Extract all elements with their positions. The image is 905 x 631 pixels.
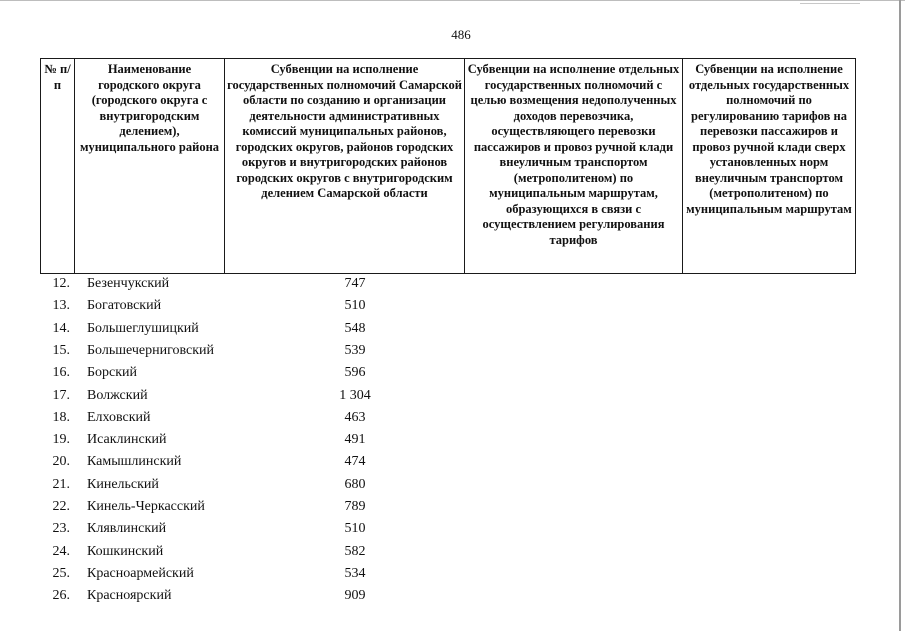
- row-district-name: Большеглушицкий: [87, 320, 199, 336]
- row-district-name: Камышлинский: [87, 454, 182, 470]
- row-number: 26.: [52, 588, 70, 604]
- row-subvention-value: 789: [344, 499, 366, 514]
- row-subvention-value: 548: [344, 320, 366, 336]
- scan-mark: [800, 3, 860, 4]
- header-name: Наименование городского округа (городского округа с внутригородским делением), муниципального района: [75, 59, 225, 274]
- row-subvention-value: 510: [344, 521, 366, 537]
- row-subvention-value: 474: [344, 454, 366, 470]
- row-number: 25.: [52, 565, 70, 581]
- row-district-name: Красноармейский: [87, 565, 194, 581]
- table-header: [40, 58, 856, 274]
- row-subvention-value: 463: [344, 409, 366, 425]
- row-number: 15.: [52, 342, 70, 358]
- row-subvention-value: 534: [344, 565, 366, 581]
- row-number: 16.: [52, 365, 70, 381]
- row-subvention-value: 680: [344, 476, 366, 492]
- row-number: 12.: [52, 276, 70, 291]
- row-district-name: Кинельский: [87, 476, 159, 492]
- row-district-name: Богатовский: [87, 298, 162, 314]
- row-number: 20.: [52, 454, 70, 470]
- row-number: 18.: [52, 409, 70, 425]
- row-subvention-value: 909: [344, 588, 366, 604]
- scan-edge-top: [0, 0, 905, 1]
- row-district-name: Борский: [87, 365, 138, 381]
- row-subvention-value: 510: [344, 298, 366, 314]
- header-tariff-regulation: Субвенции на исполнение отдельных государственных полномочий по регулированию тарифов на перевозки пассажиров и провоз ручной клади сверх установленных норм внеуличным транспортом (метрополитеном) по муниципальным маршрутам: [683, 59, 856, 274]
- header-admin-commissions: Субвенции на исполнение государственных полномочий Самарской области по созданию и организации деятельности административных комиссий муниципальных районов, городских округов, районов городских округов и внутригородских районов городских округов с внутригородским делением Самарской области: [225, 59, 465, 274]
- row-subvention-value: 491: [344, 432, 366, 448]
- row-district-name: Красноярский: [87, 588, 172, 604]
- row-district-name: Кошкинский: [87, 543, 164, 559]
- row-district-name: Большечерниговский: [87, 342, 215, 358]
- row-subvention-value: 582: [344, 543, 366, 559]
- row-number: 23.: [52, 521, 70, 537]
- page-number: 486: [451, 27, 471, 42]
- row-number: 21.: [52, 476, 70, 492]
- row-number: 24.: [52, 543, 70, 559]
- row-number: 17.: [52, 387, 70, 403]
- scan-edge-right: [899, 0, 901, 631]
- row-district-name: Клявлинский: [87, 521, 167, 537]
- row-subvention-value: 1 304: [339, 387, 371, 403]
- row-number: 14.: [52, 320, 70, 336]
- row-district-name: Исаклинский: [87, 432, 167, 448]
- row-district-name: Безенчукский: [87, 276, 170, 291]
- row-district-name: Кинель-Черкасский: [87, 499, 205, 514]
- header-row: [41, 59, 856, 274]
- header-metro-revenue: Субвенции на исполнение отдельных государственных полномочий с целью возмещения недополученных доходов перевозчика, осуществляющего перевозки пассажиров и провоз ручной клади внеуличным транспортом (метрополитеном) по муниципальным маршрутам, образующихся в связи с осуществлением регулирования тарифов: [465, 59, 683, 274]
- row-number: 22.: [52, 499, 70, 514]
- row-number: 19.: [52, 432, 70, 448]
- row-subvention-value: 747: [344, 276, 366, 291]
- row-district-name: Волжский: [87, 387, 148, 403]
- row-district-name: Елховский: [87, 409, 151, 425]
- header-number: № п/п: [41, 59, 75, 274]
- row-subvention-value: 596: [344, 365, 366, 381]
- row-number: 13.: [52, 298, 70, 314]
- row-subvention-value: 539: [344, 342, 366, 358]
